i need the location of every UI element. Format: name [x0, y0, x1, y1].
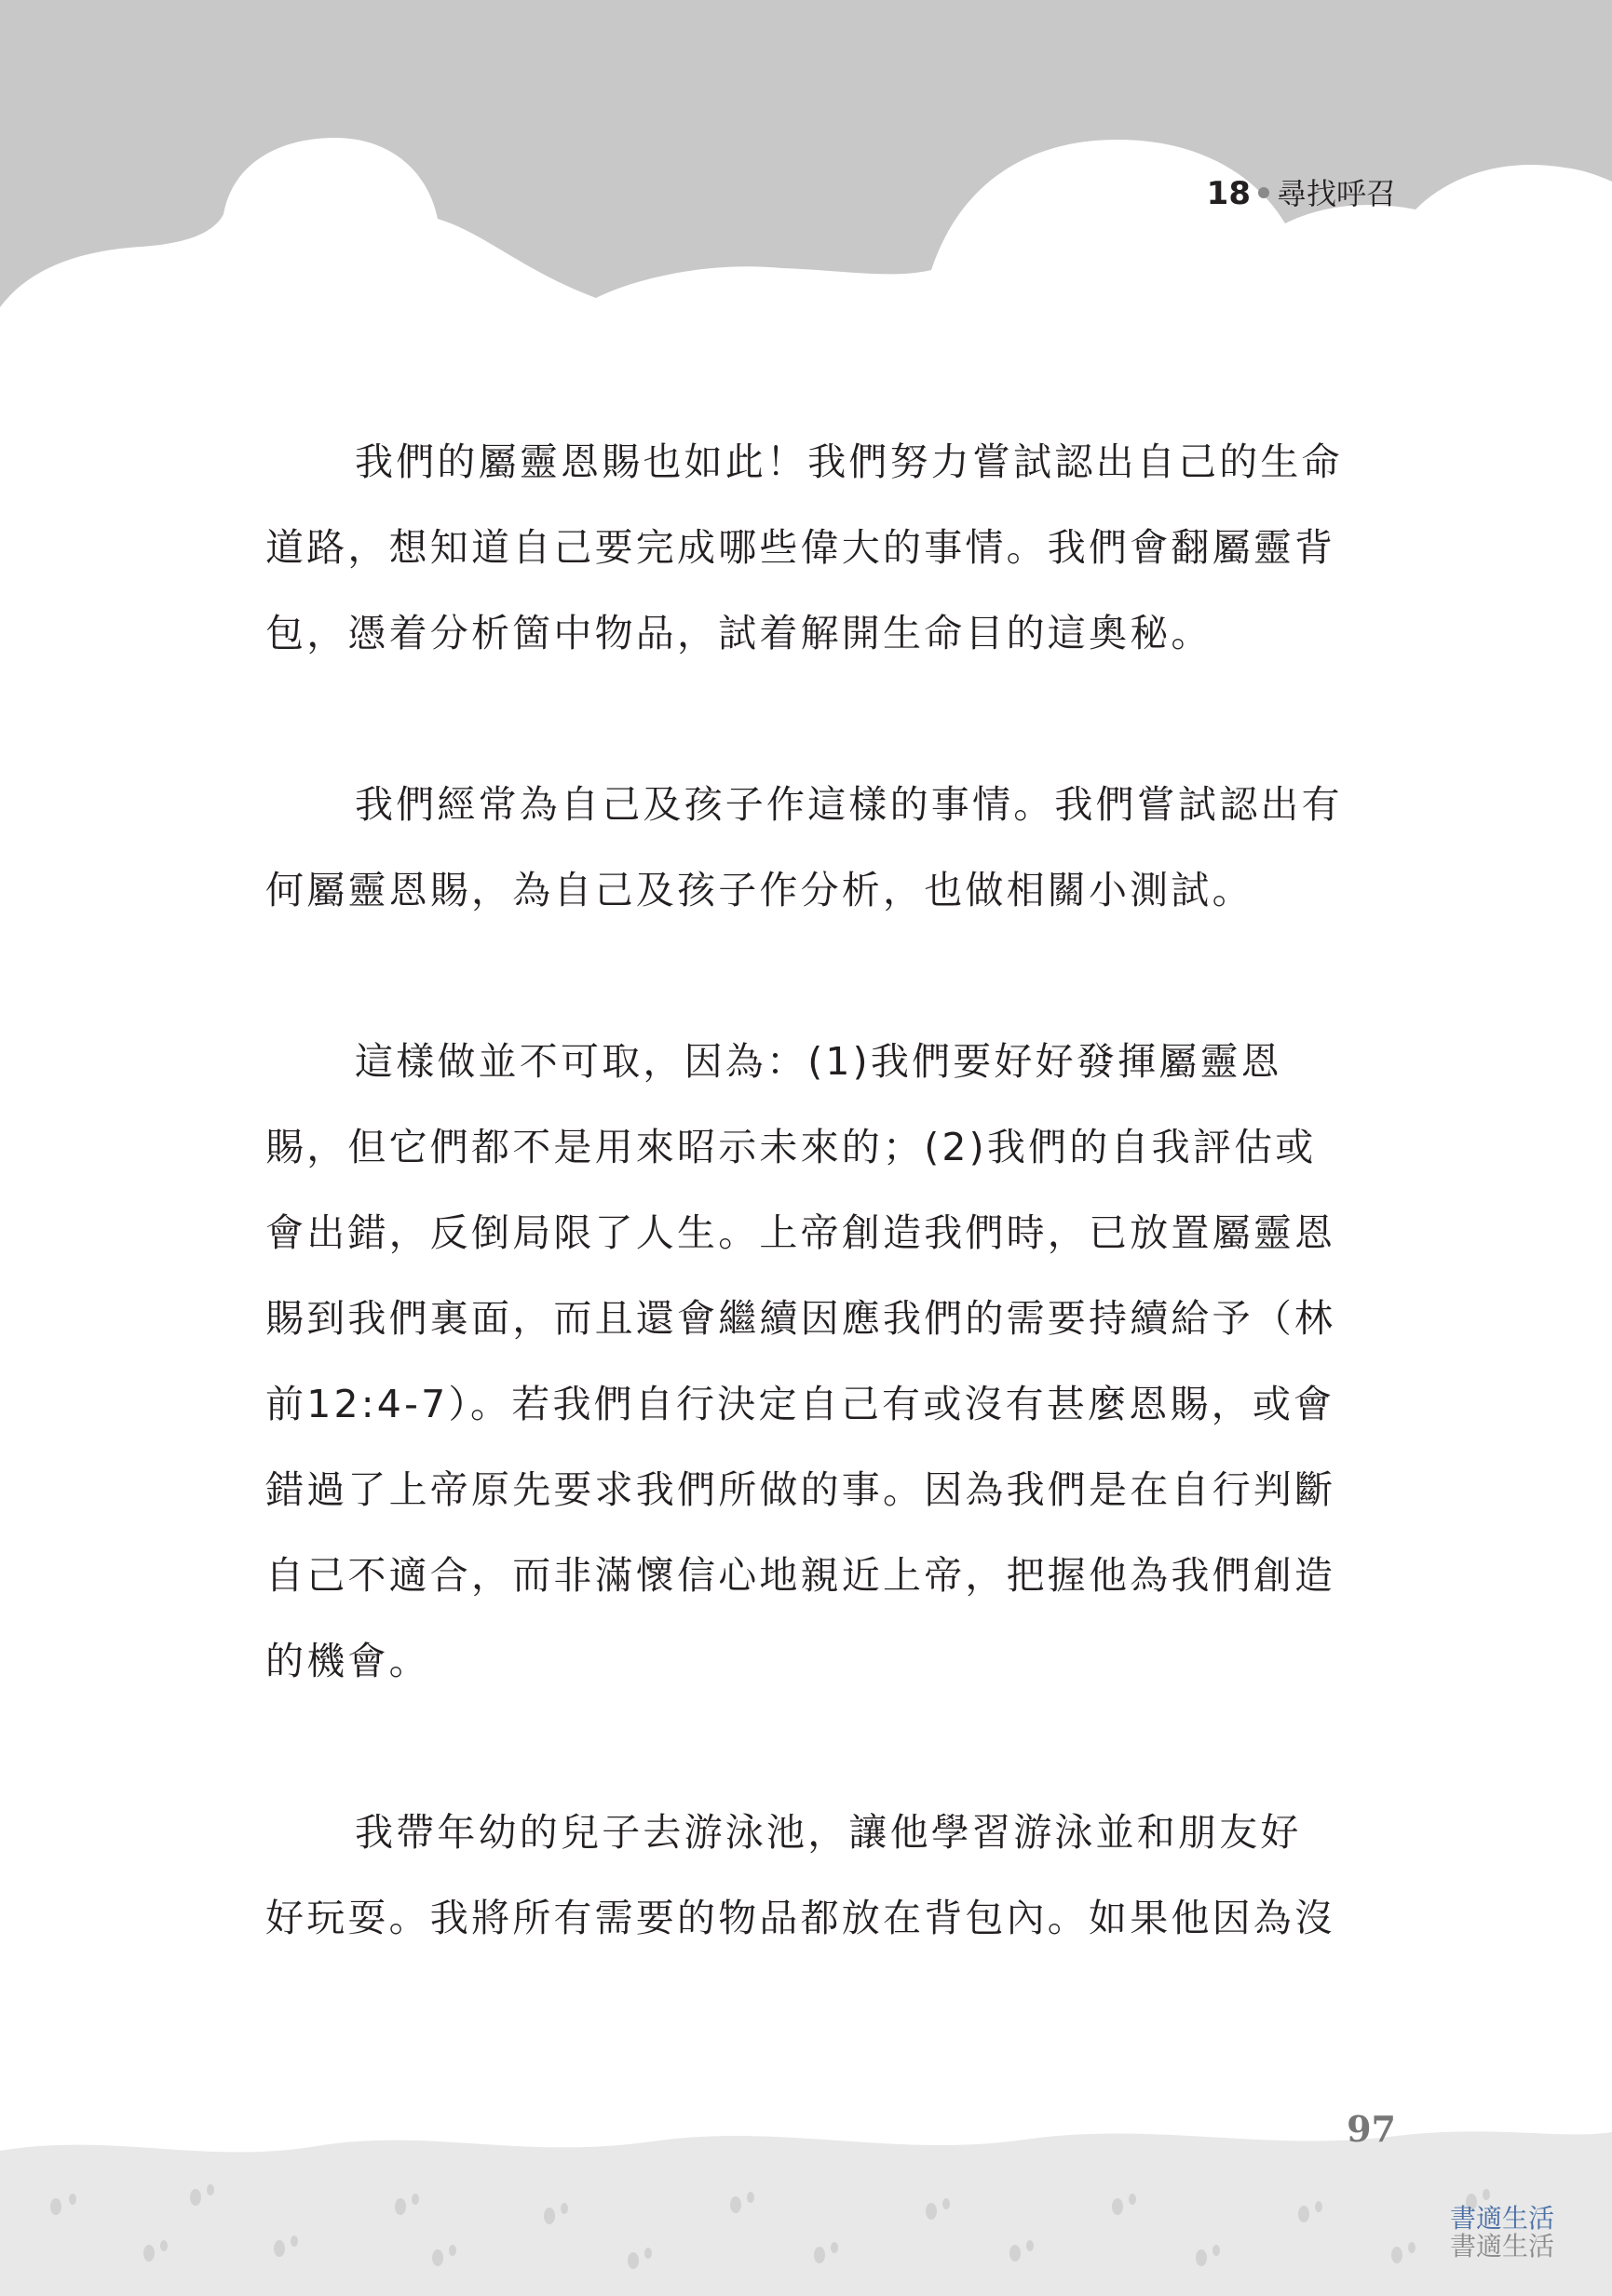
- page-number: 97: [1347, 2108, 1396, 2150]
- paragraph: [265, 1790, 1397, 1961]
- text-line: 自己不適合，而非滿懷信心地親近上帝，把握他為我們創造: [265, 1553, 1336, 1598]
- text-line: 包，憑着分析箇中物品，試着解開生命目的這奧秘。: [265, 611, 1212, 655]
- text-line: 賜，但它們都不是用來昭示未來的；(2)我們的自我評估或: [265, 1125, 1317, 1169]
- text-line: 好玩耍。我將所有需要的物品都放在背包內。如果他因為沒: [265, 1896, 1336, 1940]
- text-line: 賜到我們裏面，而且還會繼續因應我們的需要持續給予（林: [265, 1296, 1336, 1341]
- bullet-dot-icon: [1258, 187, 1269, 198]
- publisher-watermark: [1450, 2205, 1554, 2261]
- text-line: 錯過了上帝原先要求我們所做的事。因為我們是在自行判斷: [265, 1467, 1336, 1512]
- text-line: 這樣做並不可取，因為：(1)我們要好好發揮屬靈恩: [355, 1039, 1282, 1084]
- paragraph: [265, 419, 1397, 676]
- running-header: [1207, 173, 1396, 214]
- text-line: 我們經常為自己及孩子作這樣的事情。我們嘗試認出有: [355, 782, 1343, 827]
- watermark-primary: 書適生活: [1449, 2203, 1554, 2234]
- text-line: 我帶年幼的兒子去游泳池，讓他學習游泳並和朋友好: [355, 1810, 1302, 1855]
- body-text: [265, 419, 1397, 2046]
- text-line: 的機會。: [265, 1639, 430, 1683]
- text-line: 前12:4-7）。若我們自行決定自己有或沒有甚麼恩賜，或會: [265, 1382, 1335, 1426]
- paragraph: [265, 762, 1397, 933]
- top-cloud-banner: [0, 0, 1612, 317]
- chapter-number: 18: [1206, 175, 1251, 212]
- ground-shape: [0, 2131, 1612, 2296]
- paragraph: [265, 1019, 1397, 1704]
- text-line: 何屬靈恩賜，為自己及孩子作分析，也做相關小測試。: [265, 868, 1253, 912]
- chapter-title: 尋找呼召: [1276, 176, 1396, 211]
- text-line: 我們的屬靈恩賜也如此！我們努力嘗試認出自己的生命: [355, 439, 1343, 484]
- text-line: 道路，想知道自己要完成哪些偉大的事情。我們會翻屬靈背: [265, 525, 1336, 570]
- text-line: 會出錯，反倒局限了人生。上帝創造我們時，已放置屬靈恩: [265, 1210, 1336, 1255]
- watermark-secondary: 書適生活: [1449, 2231, 1554, 2262]
